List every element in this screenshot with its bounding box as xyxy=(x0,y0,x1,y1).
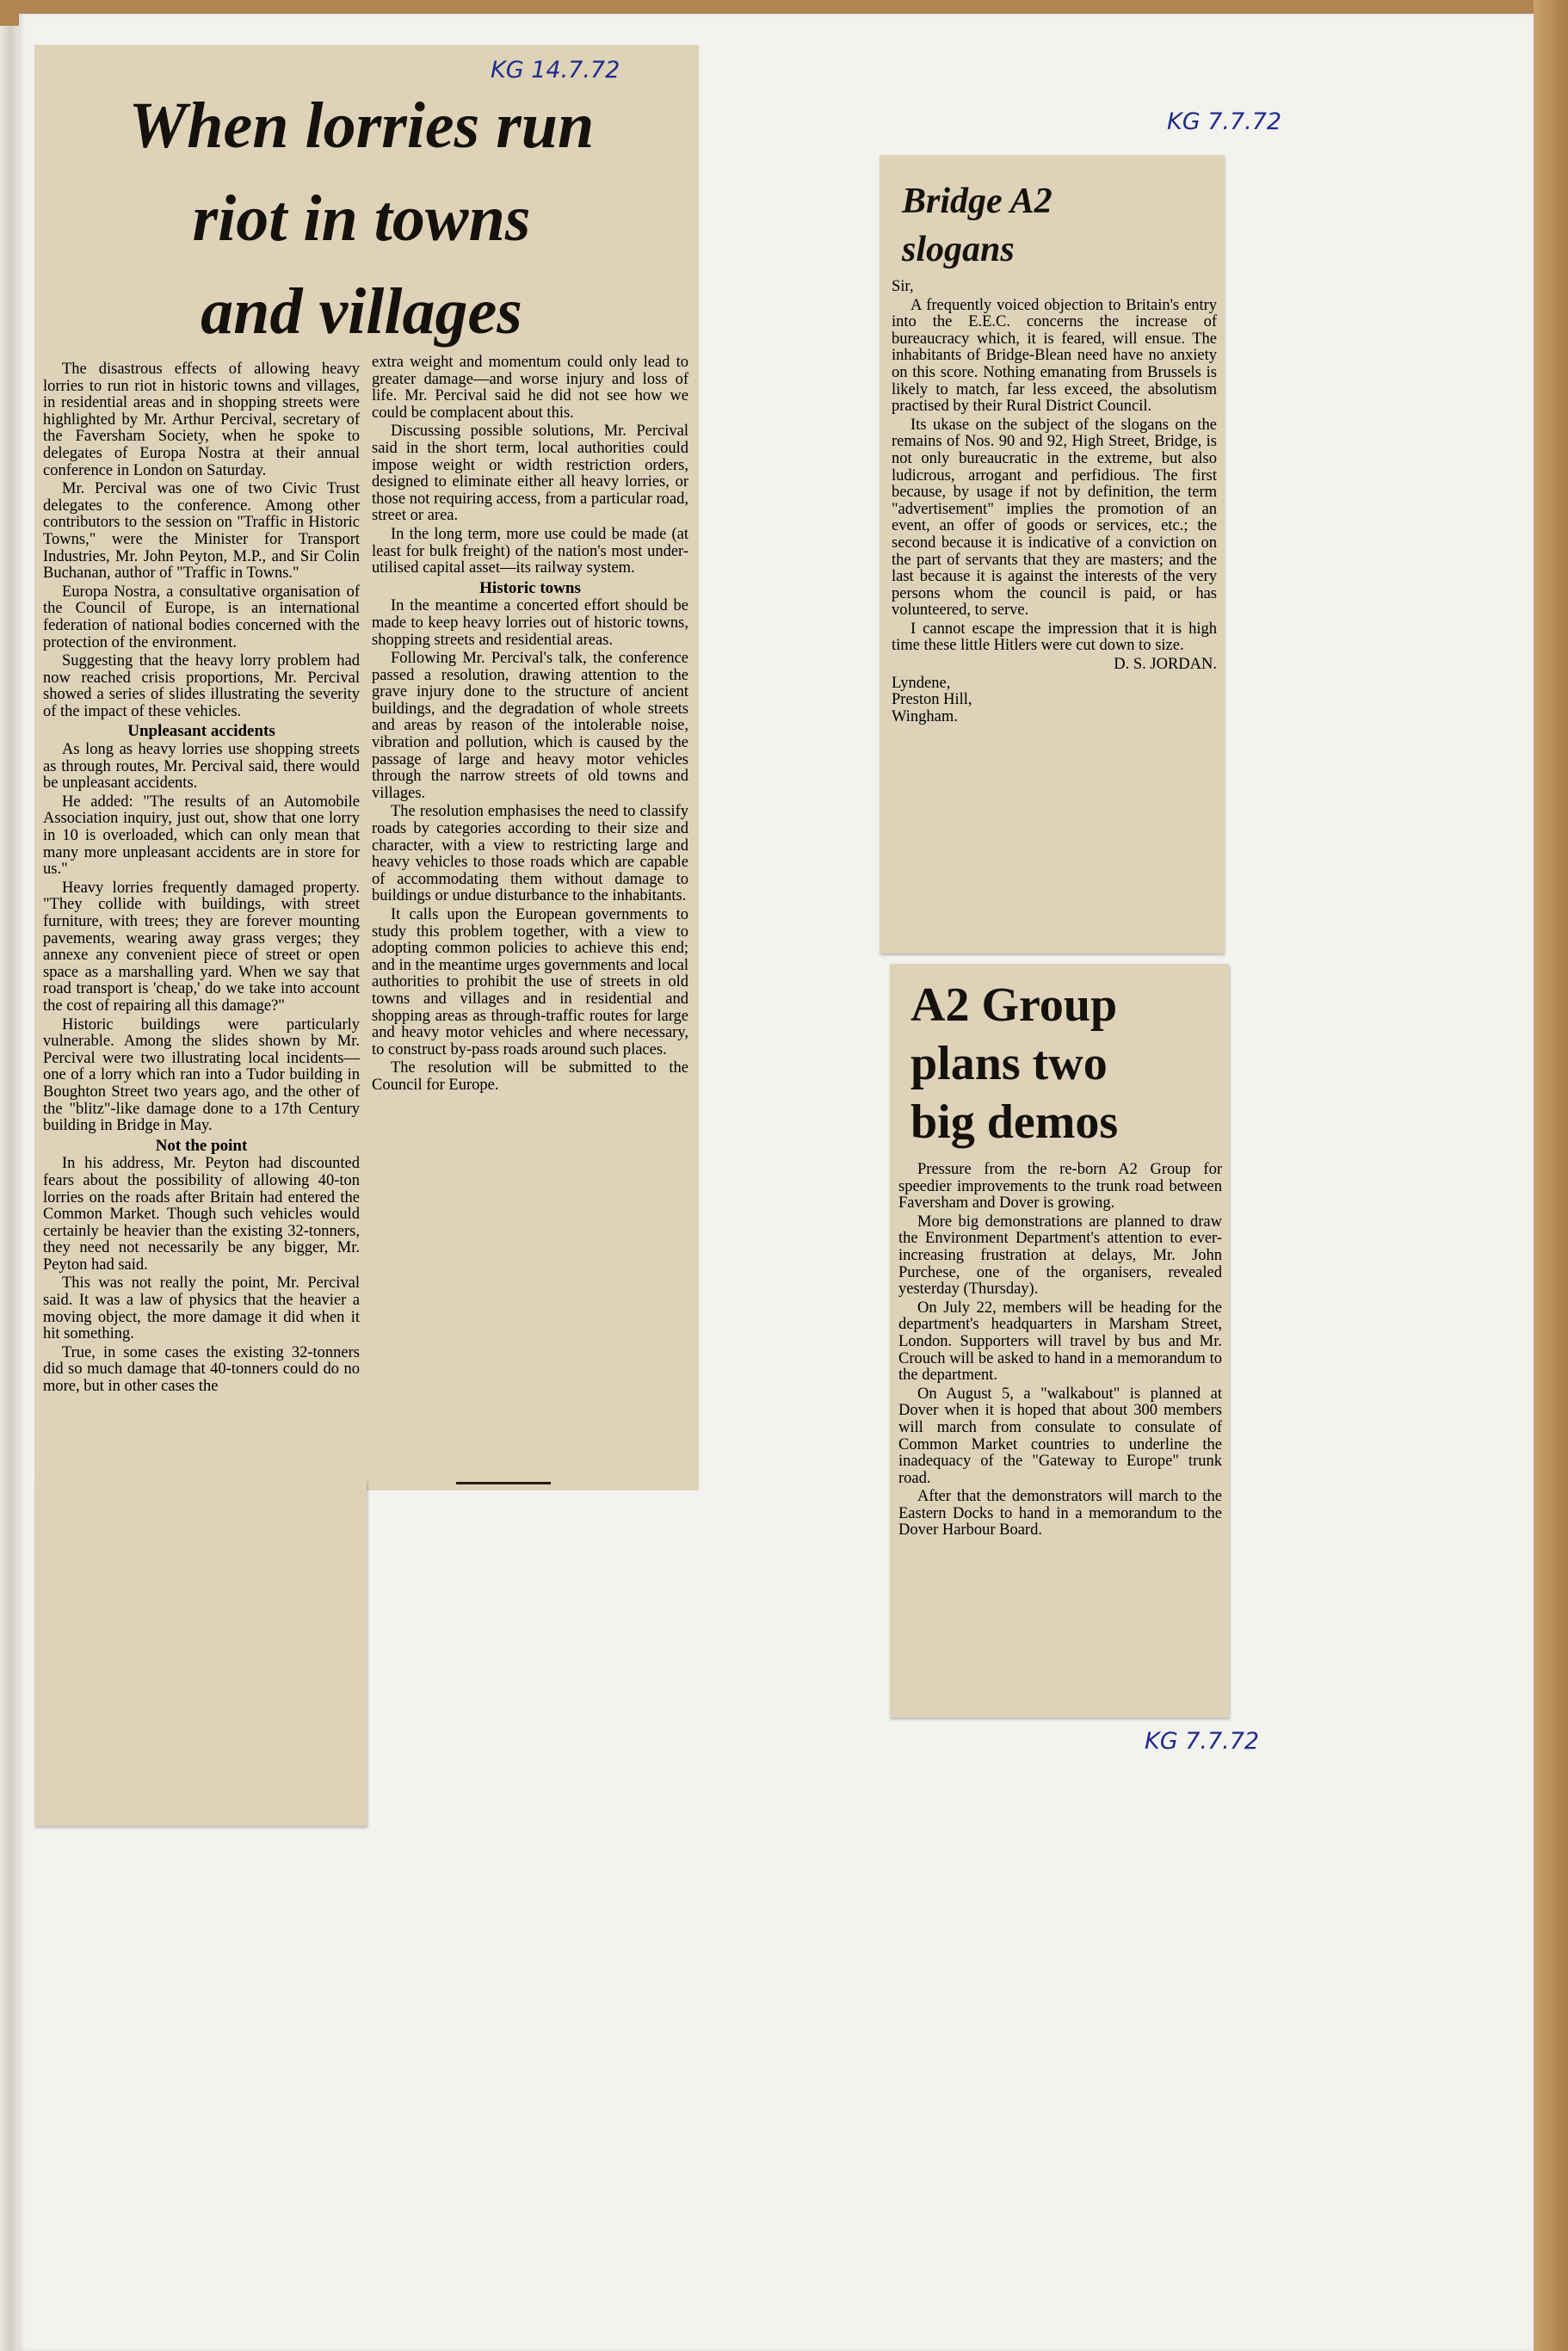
paragraph: Its ukase on the subject of the slogans on the remains of Nos. 90 and 92, High Street, Bridge, is not only bureaucratic in the extreme, but also ludicrous, arrogant and perfidious. The first because, by usage if not by definition, the term "advertisement" implies the promotion of an event, an offer of goods or services, etc.; the second because it is indicative of a conviction on the part of servants that they are masters; and the last because it is against the interests of the very persons whom the council is paid, or has volunteered, to serve. xyxy=(892,416,1217,620)
paragraph: I cannot escape the impression that it is high time these little Hitlers were cut down to size. xyxy=(892,620,1217,655)
paragraph: As long as heavy lorries use shopping streets as through routes, Mr. Percival said, there would be unpleasant accidents. xyxy=(43,741,360,793)
paragraph: The resolution will be submitted to the Council for Europe. xyxy=(372,1059,688,1094)
subheading: Not the point xyxy=(155,1136,248,1155)
address-line: Lyndene, xyxy=(892,674,951,692)
paragraph: This was not really the point, Mr. Percival said. It was a law of physics that the heavier a moving object, the more damage it did when it hit something. xyxy=(43,1274,360,1343)
paragraph: Suggesting that the heavy lorry problem had now reached crisis proportions, Mr. Percival showed a series of slides illustrating the severity of the impact of these vehicles. xyxy=(43,652,360,720)
bridge-headline-line: Bridge A2 xyxy=(902,182,1053,221)
paragraph: A frequently voiced objection to Britain's entry into the E.E.C. concerns the increase of bureaucracy which, it is feared, will ensue. The inhabitants of Bridge-Blean need have no anxiety on this score. Nothing emanating from Brussels is likely to match, far less exceed, the absolutism practised by their Rural District Council. xyxy=(892,296,1217,416)
paragraph: In the meantime a concerted effort should be made to keep heavy lorries out of historic towns, shopping streets and residential areas. xyxy=(372,597,688,649)
a2-group-headline-line: big demos xyxy=(911,1095,1119,1149)
lorries-headline-line: riot in towns xyxy=(192,182,531,255)
paragraph: The resolution emphasises the need to classify roads by categories according to their size and character, with a view to restricting large and heavy vehicles to those roads which are capable of accommodating them without damage to buildings or undue disturbance to the inhabitants. xyxy=(372,803,688,905)
subheading: Unpleasant accidents xyxy=(127,722,275,741)
paragraph: Following Mr. Percival's talk, the conference passed a resolution, drawing attention to the grave injury done to the structure of ancient buildings, and the degradation of whole streets and areas by reason of the intolerable noise, vibration and pollution, which is caused by the passage of large and heavy motor vehicles through the narrow streets of old towns and villages. xyxy=(372,650,688,802)
address-line: Preston Hill, xyxy=(892,691,972,709)
paragraph: In his address, Mr. Peyton had discounted fears about the possibility of allowing 40-ton lorries on the roads after Britain had entered the Common Market. Though such vehicles would certainly be heavier than the existing 32-tonners, they need not necessarily be any bigger, Mr. Peyton had said. xyxy=(43,1155,360,1274)
handwritten-date-main: KG 14.7.72 xyxy=(491,57,620,83)
bridge-headline xyxy=(902,177,1195,274)
paragraph: On July 22, members will be heading for the department's headquarters in Marsham Street, London. Supporters will travel by bus and Mr. Crouch will be asked to hand in a memorandum to the department. xyxy=(898,1299,1222,1385)
album-cover-edge xyxy=(1534,0,1568,2351)
paragraph: On August 5, a "walkabout" is planned at Dover when it is hoped that about 300 members will march from consulate to consulate of Common Market countries to underline the inadequacy of the "Gateway to Europe" trunk road. xyxy=(898,1385,1222,1487)
paragraph: After that the demonstrators will march to the Eastern Docks to hand in a memorandum to the Dover Harbour Board. xyxy=(898,1488,1222,1540)
paragraph: Discussing possible solutions, Mr. Percival said in the short term, local authorities could impose weight or width restriction orders, designed to eliminate either all heavy lorries, or those not requiring access, from a particular road, street or area. xyxy=(372,423,688,525)
address-line: Wingham. xyxy=(892,707,958,725)
paragraph: Historic buildings were particularly vulnerable. Among the slides shown by Mr. Percival were two illustrating local incidents—one of a lorry which ran into a Tudor building in Boughton Street two years ago, and the other of the "blitz"-like damage done to a 17th Century building in Bridge in May. xyxy=(43,1015,360,1135)
lorries-column-2 xyxy=(372,355,688,1441)
address xyxy=(892,676,1217,726)
paragraph: extra weight and momentum could only lead to greater damage—and worse injury and loss of life. Mr. Percival said he did not see how we could be complacent about this. xyxy=(372,355,688,422)
paragraph: More big demonstrations are planned to draw the Environment Department's attention to ever-increasing frustration at delays, Mr. John Purchese, one of the organisers, revealed yesterday (Thursday). xyxy=(898,1213,1222,1299)
paragraph: Europa Nostra, a consultative organisation of the Council of Europe, is an international federation of national bodies concerned with the protection of the environment. xyxy=(43,583,360,651)
salutation: Sir, xyxy=(892,279,914,295)
lorries-headline-line: and villages xyxy=(201,275,522,348)
paragraph: Heavy lorries frequently damaged property. "They collide with buildings, with street furniture, with trees; they are forever mounting pavements, wearing away grass verges; they annexe any convenient piece of street or open space as a marshalling yard. When we say that road transport is 'cheap,' do we take into account the cost of repairing all this damage?" xyxy=(43,879,360,1015)
a2-group-headline xyxy=(911,976,1220,1151)
lorries-column-1 xyxy=(43,361,360,1816)
handwritten-date-bridge: KG 7.7.72 xyxy=(1167,108,1282,135)
lorries-headline-line: When lorries run xyxy=(128,89,595,162)
paragraph: He added: "The results of an Automobile Association inquiry, just out, show that one lorry in 10 is overloaded, which can only mean that many more unpleasant accidents are in store for us." xyxy=(43,793,360,879)
subheading: Historic towns xyxy=(479,578,581,597)
signature: D. S. JORDAN. xyxy=(1114,656,1217,674)
lorries-headline xyxy=(52,79,671,358)
a2-group-headline-line: plans two xyxy=(911,1037,1108,1090)
paragraph: It calls upon the European governments to study this problem together, with a view to adopting common policies to achieve this end; and in the meantime urges governments and local authorities to prohibit the use of streets in old towns and villages and in residential and shopping areas as through-traffic routes for large and heavy motor vehicles and where necessary, to construct by-pass roads around such places. xyxy=(372,906,688,1058)
paragraph: Mr. Percival was one of two Civic Trust delegates to the conference. Among other contributors to the session on "Traffic in Historic Towns," were the Minister for Transport Industries, Mr. John Peyton, M.P., and Sir Colin Buchanan, author of "Traffic in Towns." xyxy=(43,480,360,583)
paragraph: The disastrous effects of allowing heavy lorries to run riot in historic towns and villages, in residential areas and in shopping streets were highlighted by Mr. Arthur Percival, secretary of the Faversham Society, when he spoke to delegates of Europa Nostra at their annual conference in London on Saturday. xyxy=(43,361,360,479)
paragraph: Pressure from the re-born A2 Group for speedier improvements to the trunk road between Faversham and Dover is growing. xyxy=(898,1162,1222,1213)
a2-group-body xyxy=(898,1162,1222,1712)
bridge-headline-line: slogans xyxy=(902,230,1015,269)
bridge-letter-body xyxy=(892,279,1217,950)
column-end-rule xyxy=(456,1482,551,1484)
a2-group-headline-line: A2 Group xyxy=(911,978,1118,1032)
paragraph: True, in some cases the existing 32-tonners did so much damage that 40-tonners could do no more, but in other cases the xyxy=(43,1343,360,1396)
handwritten-date-group: KG 7.7.72 xyxy=(1145,1728,1260,1755)
paragraph: In the long term, more use could be made (at least for bulk freight) of the nation's most under-utilised capital asset—its railway system. xyxy=(372,525,688,577)
